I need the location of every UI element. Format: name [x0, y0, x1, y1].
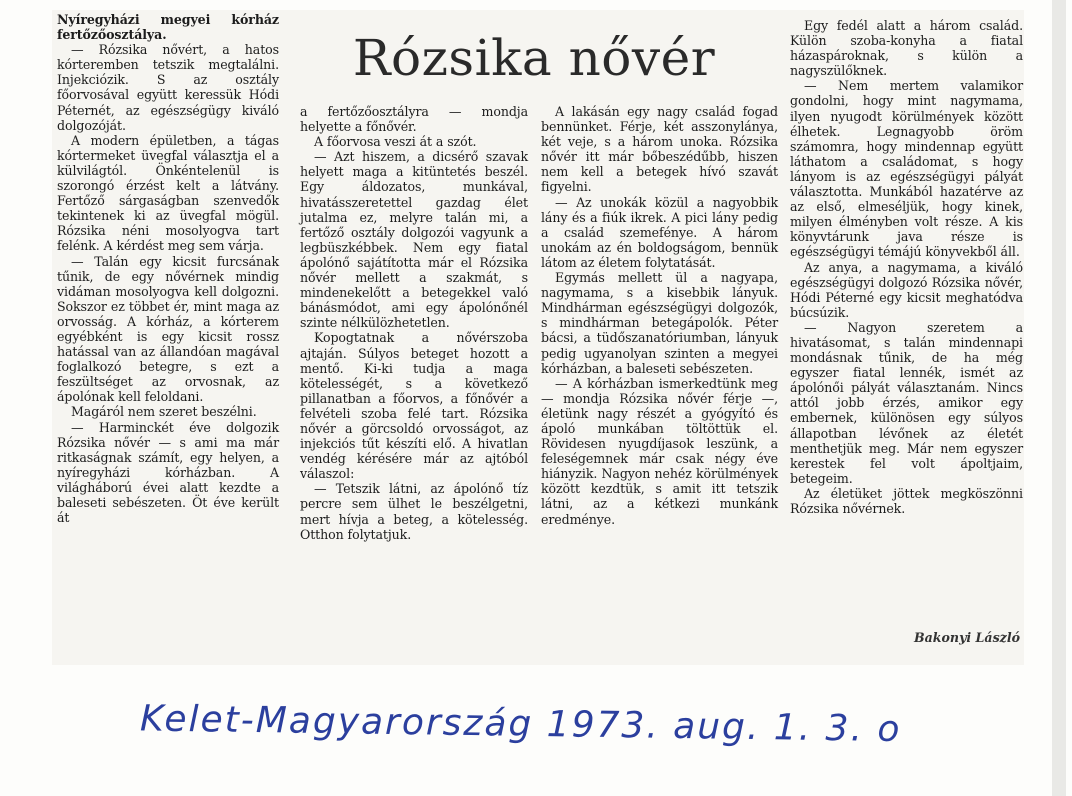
column-paragraph: — Talán egy kicsit furcsának tűnik, de egy nővérnek mindig vidáman mosolyogva kell dolgozni. Sokszor ez többet ér, mint maga az orvosság. A kórház, a kórterem egyébként is egy kicsit rossz hatással van az állandóan magával foglalkozó betegre, s ezt a feszültséget az orvosnak, az ápolónak kell feloldani.	[57, 253, 279, 405]
column-paragraph: Kopogtatnak a nővérszoba ajtaján. Súlyos beteget hozott a mentő. Ki-ki tudja a maga kötelességét, s a következő pillanatban a főorvos, a főnővér a felvételi szoba felé tart. Rózsika nővér a görcsoldó orvosságot, az injekciós tűt készíti elő. A hivatlan vendég kérésére már az ajtóból válaszol:	[300, 330, 528, 482]
article-title: Rózsika nővér	[352, 29, 716, 87]
column-paragraph: Az anya, a nagymama, a kiváló egészségügyi dolgozó Rózsika nővér, Hódi Péterné egy kicsit meghatódva búcsúzik.	[790, 259, 1023, 320]
column-paragraph: — Rózsika nővért, a hatos kórteremben tetszik megtalálni. Injekciózik. S az osztály főorvosával együtt keressük Hódi Péternét, az egészségügy kiváló dolgozóját.	[57, 42, 279, 133]
author-byline: Bakonyi László	[913, 630, 1020, 645]
article-column-1	[57, 12, 279, 525]
article-column-4	[790, 18, 1023, 516]
column-paragraph: — Az unokák közül a nagyobbik lány és a fiúk ikrek. A pici lány pedig a család szemefénye. A három unokám az én boldogságom, bennük látom az életem folytatását.	[541, 194, 778, 270]
column-paragraph: A lakásán egy nagy család fogad bennünket. Férje, két asszonylánya, két veje, s a három unoka. Rózsika nővér itt már bőbeszédűbb, hiszen nem kell a betegek hívó szavát figyelni.	[541, 104, 778, 195]
article-column-3	[541, 104, 778, 527]
column-paragraph: a fertőzőosztályra — mondja helyette a főnővér.	[300, 104, 528, 135]
handwritten-source-note: Kelet-Magyarország 1973. aug. 1. 3. o	[139, 698, 902, 751]
column-paragraph: — Azt hiszem, a dicsérő szavak helyett maga a kitüntetés beszél. Egy áldozatos, munkával, hivatásszeretettel gazdag élet jutalma ez, melyre talán mi, a fertőző osztály dolgozói vagyunk a legbüszkébbek. Nem egy fiatal ápolónő sajátította már el Rózsika nővér mellett a szakmát, s mindenekelőtt a betegekkel való bánásmódot, ami egy ápolónőnél szinte nélkülözhetetlen.	[300, 149, 528, 331]
scan-edge	[1052, 0, 1066, 796]
column-paragraph: — A kórházban ismerkedtünk meg — mondja Rózsika nővér férje —, életünk nagy részét a gyógyító és ápoló munkában töltöttük el. Rövidesen nyugdíjasok leszünk, a feleségemnek már csak négy éve hiányzik. Nagyon nehéz körülmények között kezdtük, s amit itt tetszik látni, az a kétkezi munkánk eredménye.	[541, 375, 778, 527]
column-paragraph: Egy fedél alatt a három család. Külön szoba-konyha a fiatal házaspároknak, s külön a nagyszülőknek.	[790, 18, 1023, 79]
column-paragraph: — Nem mertem valamikor gondolni, hogy mint nagymama, ilyen nyugodt körülmények között élhetek. Legnagyobb öröm számomra, hogy mindennap együtt láthatom a családomat, s hogy lányom is az egészségügyi pályát választotta. Munkából hazatérve az az első, elmeséljük, hogy kinek, milyen élményben volt része. A kis könyvtárunk java része is egészségügyi témájú könyvekből áll.	[790, 78, 1023, 260]
column-paragraph: Egymás mellett ül a nagyapa, nagymama, s a kisebbik lányuk. Mindhárman egészségügyi dolgozók, s mindhárman betegápolók. Péter bácsi, a tüdőszanatóriumban, lányuk pedig ugyanolyan szinten a megyei kórházban, a baleseti sebészeten.	[541, 270, 778, 376]
article-column-2	[300, 104, 528, 542]
column-paragraph: A főorvosa veszi át a szót.	[314, 134, 477, 150]
column-paragraph: Nyíregyházi megyei kórház fertőzőosztálya.	[57, 12, 279, 43]
column-paragraph: Magáról nem szeret beszélni.	[71, 404, 257, 420]
column-paragraph: — Nagyon szeretem a hivatásomat, s talán mindennapi mondásnak tűnik, de ha még egyszer fiatal lennék, ismét az ápolónői pályát választanám. Nincs attól jobb érzés, amikor egy embernek, különösen egy súlyos állapotban lévőnek az életét menthetjük meg. Már nem egyszer kerestek fel volt ápoltjaim, betegeim.	[790, 319, 1023, 486]
column-paragraph: Az életüket jöttek megköszönni Rózsika nővérnek.	[790, 485, 1023, 516]
column-paragraph: — Harminckét éve dolgozik Rózsika nővér — s ami ma már ritkaságnak számít, egy helyen, a nyíregyházi kórházban. A világháború évei alatt kezdte a baleseti sebészeten. Öt éve került át	[57, 419, 279, 526]
column-paragraph: A modern épületben, a tágas kórtermeket üvegfal választja el a külvilágtól. Önkéntelenül is szorongó érzést kelt a látvány. Fertőző sárgaságban szenvedők tekintenek ki az üvegfal mögül. Rózsika néni mosolyogva tart felénk. A kérdést meg sem várja.	[57, 132, 279, 254]
column-paragraph: — Tetszik látni, az ápolónő tíz percre sem ülhet le beszélgetni, mert hívja a beteg, a kötelesség. Otthon folytatjuk.	[300, 481, 528, 542]
